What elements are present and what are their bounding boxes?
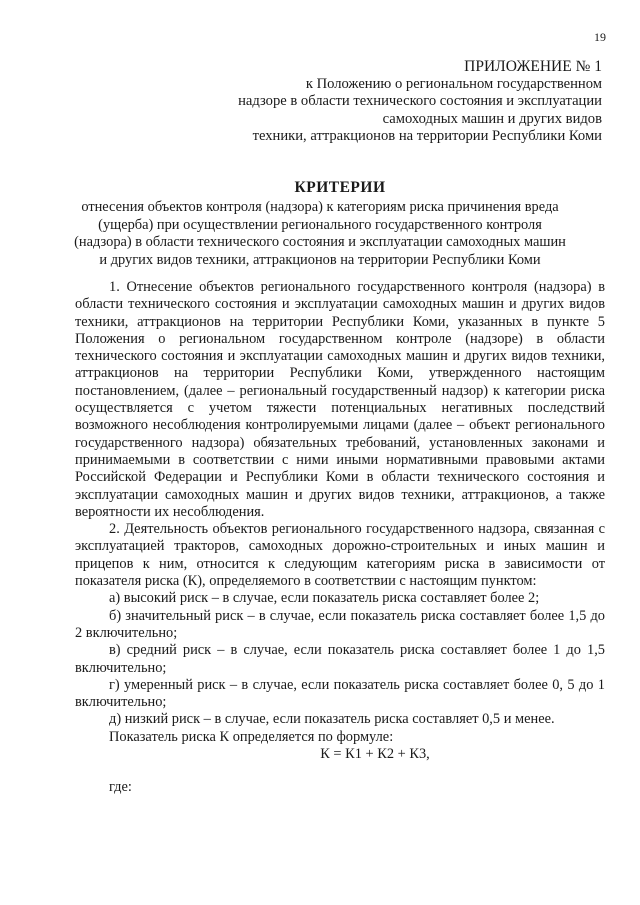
appendix-title: ПРИЛОЖЕНИЕ № 1	[464, 58, 602, 75]
appendix-line: самоходных машин и других видов	[382, 110, 602, 127]
appendix-header	[238, 58, 602, 146]
risk-item-g: г) умеренный риск – в случае, если показатель риска составляет более 0, 5 до 1 включительно;	[75, 676, 605, 711]
risk-item-a: а) высокий риск – в случае, если показатель риска составляет более 2;	[109, 590, 540, 607]
subtitle-line: и других видов техники, аттракционов на территории Республики Коми	[99, 251, 541, 268]
risk-item-d: д) низкий риск – в случае, если показатель риска составляет 0,5 и менее.	[109, 711, 555, 728]
subtitle-line: (надзора) в области технического состояния и эксплуатации самоходных машин	[74, 234, 566, 250]
document-body	[75, 279, 605, 797]
appendix-line: к Положению о региональном государственном	[305, 75, 602, 92]
risk-item-v: в) средний риск – в случае, если показатель риска составляет более 1 до 1,5 включительно;	[75, 642, 605, 676]
criteria-title: КРИТЕРИИ	[294, 179, 386, 196]
where-label: где:	[109, 779, 132, 796]
criteria-subtitle	[40, 199, 600, 269]
subtitle-line: (ущерба) при осуществлении регионального государственного контроля	[98, 216, 542, 233]
appendix-line: техники, аттракционов на территории Республики Коми	[252, 128, 602, 144]
risk-item-b: б) значительный риск – в случае, если показатель риска составляет более 1,5 до 2 включительно;	[75, 607, 605, 641]
formula: К = К1 + К2 + К3,	[320, 746, 430, 763]
formula-intro: Показатель риска К определяется по формуле:	[109, 728, 394, 745]
paragraph-2: 2. Деятельность объектов регионального государственного надзора, связанная с эксплуатацией тракторов, самоходных дорожно-строительных и иных машин и прицепов к ним, относится к следующим категориям риска в зависимости от показателя риска (К), определяемого в соответствии с настоящим пунктом:	[75, 521, 605, 590]
appendix-line: надзоре в области технического состояния и эксплуатации	[238, 93, 602, 109]
paragraph-1: 1. Отнесение объектов регионального государственного контроля (надзора) в области технического состояния и эксплуатации самоходных машин и других видов техники, аттракционов на территории Республики Коми, указанных в пункте 5 Положения о региональном государственном контроле (надзоре) в области технического состояния и эксплуатации самоходных машин и других видов техники, аттракционов на территории Республики Коми, утвержденного настоящим постановлением, (далее – региональный государственный надзор) к категории риска осуществляется с учетом тяжести потенциальных негативных последствий возможного несоблюдения контролируемыми лицами (далее – объект регионального государственного надзора) обязательных требований, установленных законами и принимаемыми в соответствии с ними иными нормативными правовыми актами Российской Федерации и Республики Коми в области технического состояния и эксплуатации самоходных машин и других видов техники, аттракционов, а также вероятности их несоблюдения.	[75, 279, 605, 520]
page-number: 19	[594, 30, 606, 44]
subtitle-line: отнесения объектов контроля (надзора) к категориям риска причинения вреда	[81, 199, 559, 215]
